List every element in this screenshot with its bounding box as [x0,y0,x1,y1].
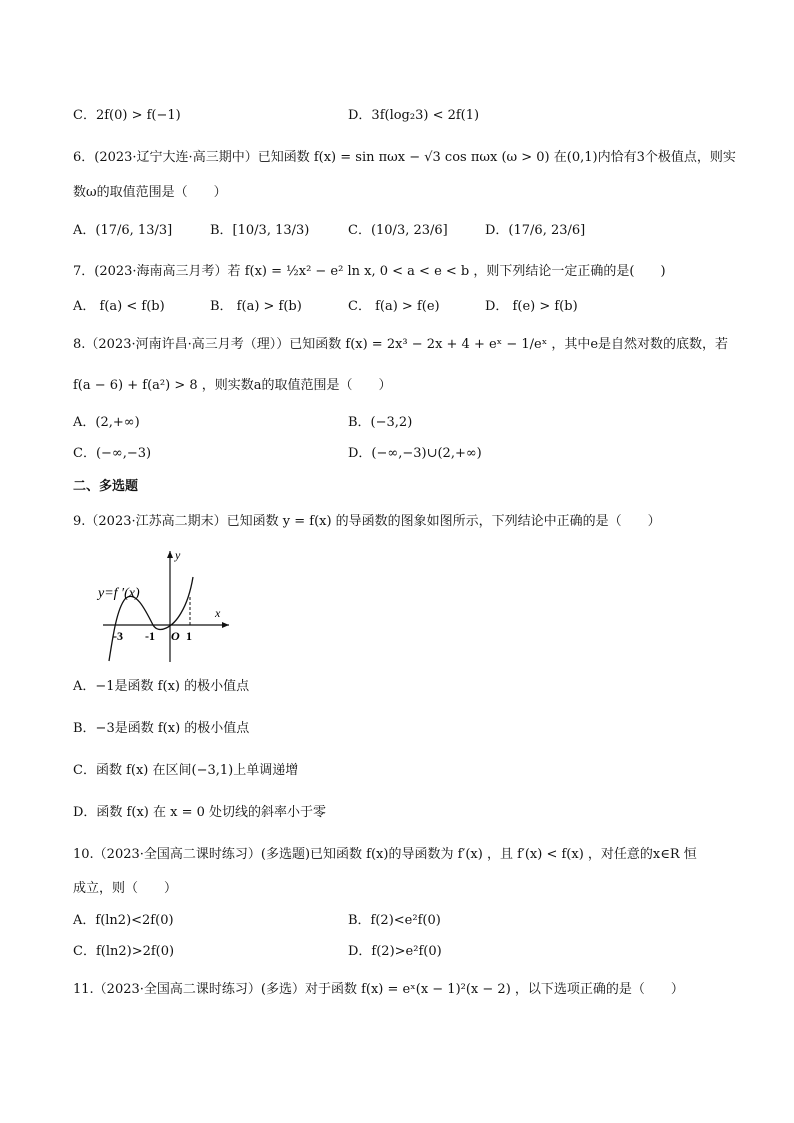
tick-label-1: 1 [186,629,192,643]
y-axis-arrow [167,551,173,558]
q9-stem: 9.（2023·江苏高二期末）已知函数 y = f(x) 的导函数的图象如图所示，下列结论中正确的是（ ） [73,514,661,529]
q10-stem-line1: 10.（2023·全国高二课时练习）(多选题)已知函数 f(x)的导函数为 f′(x) ，且 f′(x) < f(x) ，对任意的x∈R 恒 [73,847,697,862]
q8-option-c: C．(−∞,−3) [73,446,152,461]
q7-option-b: B． f(a) > f(b) [210,299,302,314]
q5-option-d: D．3f(log₂3) < 2f(1) [348,108,480,123]
q6-stem-line1: 6．(2023·辽宁大连·高三期中）已知函数 f(x) = sin πωx − √3 cos πωx (ω > 0) 在(0,1)内恰有3个极值点，则实 [73,150,736,165]
q7-option-a: A． f(a) < f(b) [73,299,165,314]
q6-stem-line2: 数ω的取值范围是（ ） [73,185,227,200]
derivative-graph [95,545,235,665]
q6-option-a: A．(17/6, 13/3] [73,223,173,238]
q9-option-c: C．函数 f(x) 在区间(−3,1)上单调递增 [73,763,299,778]
q8-stem-line1: 8.（2023·河南许昌·高三月考（理））已知函数 f(x) = 2x³ − 2x + 4 + eˣ − 1/eˣ ，其中e是自然对数的底数，若 [73,337,729,352]
q7-option-c: C． f(a) > f(e) [348,299,440,314]
q6-option-b: B．[10/3, 13/3) [210,223,310,238]
tick-label-neg3: -3 [113,629,123,643]
q5-option-c: C．2f(0) > f(−1) [73,108,181,123]
q6-option-d: D．(17/6, 23/6] [485,223,586,238]
q7-option-d: D． f(e) > f(b) [485,299,578,314]
q7-stem: 7．(2023·海南高三月考）若 f(x) = ½x² − e² ln x, 0 < a < e < b ，则下列结论一定正确的是( ) [73,264,666,279]
section-heading: 二、多选题 [73,479,139,494]
q10-option-d: D．f(2)>e²f(0) [348,944,442,959]
q10-option-c: C．f(ln2)>2f(0) [73,944,175,959]
q9-option-a: A．−1是函数 f(x) 的极小值点 [73,679,250,694]
x-axis-label: x [215,606,221,620]
q9-option-b: B．−3是函数 f(x) 的极小值点 [73,721,250,736]
q9-option-d: D．函数 f(x) 在 x = 0 处切线的斜率小于零 [73,805,326,820]
q6-option-c: C．(10/3, 23/6] [348,223,448,238]
tick-label-neg1: -1 [145,629,155,643]
q11-stem: 11.（2023·全国高二课时练习）(多选）对于函数 f(x) = eˣ(x − 1)²(x − 2) ，以下选项正确的是（ ） [73,982,684,997]
q8-option-b: B．(−3,2) [348,415,413,430]
origin-label: O [171,629,180,643]
q8-stem-line2: f(a − 6) + f(a²) > 8 ，则实数a的取值范围是（ ） [73,378,392,393]
q8-option-a: A．(2,+∞) [73,415,140,430]
x-axis-arrow [222,622,229,628]
q8-option-d: D．(−∞,−3)∪(2,+∞) [348,446,482,461]
curve-label: y=f ′(x) [98,586,140,601]
q10-option-a: A．f(ln2)<2f(0) [73,913,174,928]
q10-stem-line2: 成立，则（ ） [73,881,178,896]
y-axis-label: y [175,548,181,562]
q10-option-b: B．f(2)<e²f(0) [348,913,441,928]
